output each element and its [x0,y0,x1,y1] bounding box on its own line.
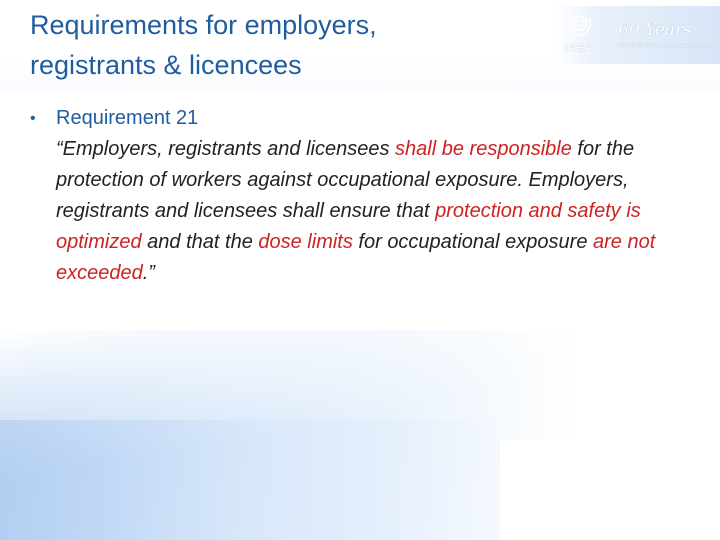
quote-text: .” [142,262,155,284]
quote-highlight: dose limits [258,231,353,253]
background-white-corner [500,440,720,540]
quote-highlight: are not exceeded [56,231,656,284]
quote-text: and that the [141,231,259,253]
anniversary-text: 60 Years [618,20,692,40]
requirement-label: Requirement 21 [56,107,199,129]
quote-text: for the protection of workers against occupational exposure. Employers, registrants and licensees shall ensure that [56,138,635,222]
quote-highlight: protection and safety is optimized [56,200,641,253]
requirement-quote [56,134,716,289]
un-olive-wreath-icon [566,10,594,40]
quote-text: for occupational exposure [352,231,594,253]
quote-text: “Employers, registrants and licensees [56,138,396,160]
bullet-item [30,103,710,134]
slide-content [30,103,710,289]
slide-title [30,5,550,85]
logo-tagline: Atoms for Peace and Development [618,43,712,49]
quote-highlight: shall be responsible [395,138,572,160]
slide-title-line-1: Requirements for employers, [30,10,377,40]
slide-title-line-2: registrants & licencees [30,50,302,80]
iaea-logo-text: IAEA [565,43,593,54]
bullet-dot-icon: • [30,110,36,127]
